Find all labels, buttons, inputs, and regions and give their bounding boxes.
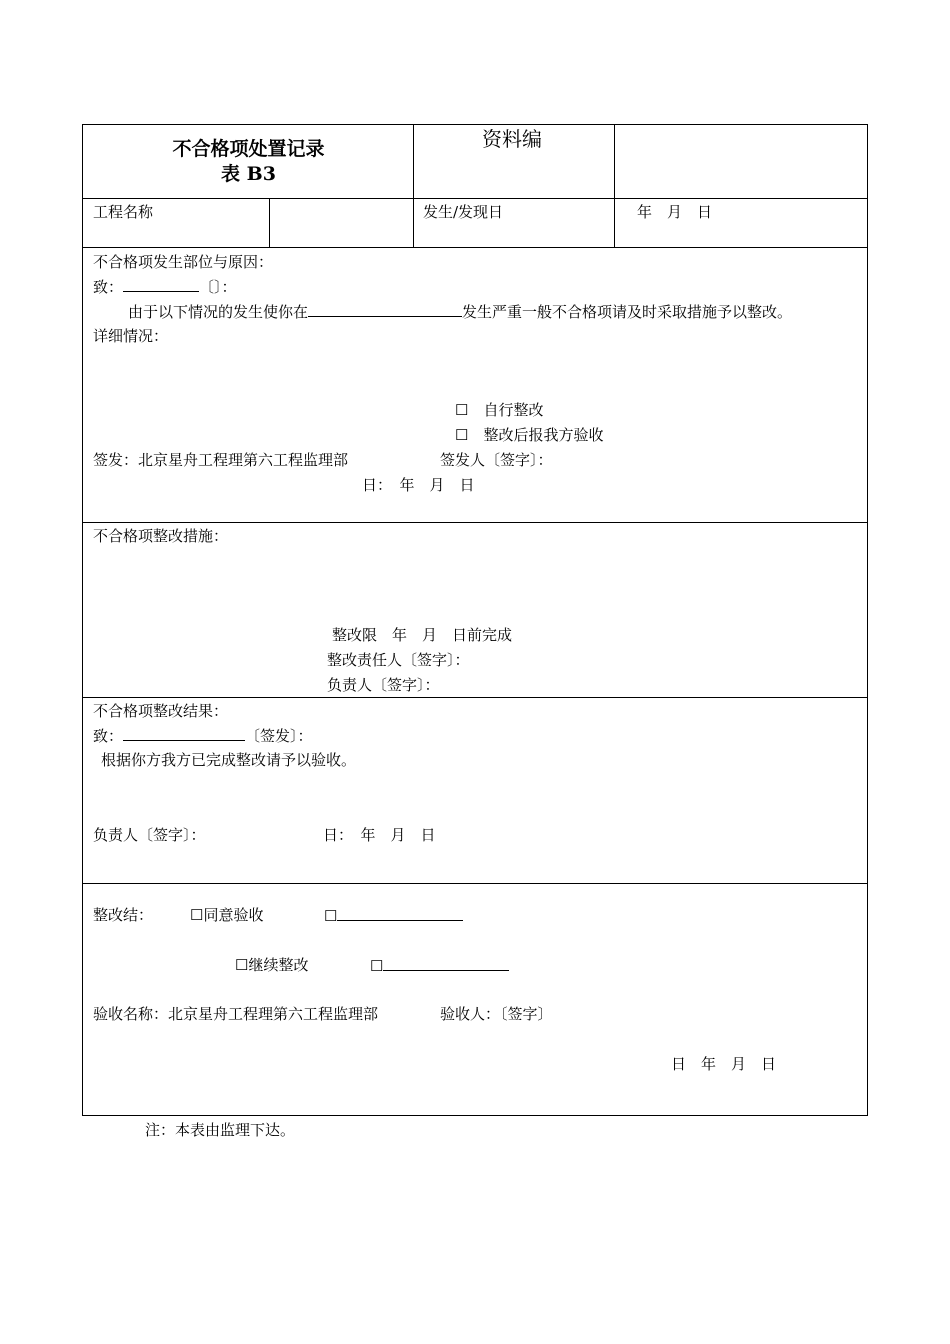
section1-body: [128, 302, 792, 321]
conclusion-label: 整改结：: [93, 906, 154, 924]
other-option-blank[interactable]: [383, 956, 509, 971]
project-name-field[interactable]: [271, 200, 412, 246]
to-recipient-blank[interactable]: [123, 726, 245, 741]
section2-heading: 不合格项整改措施：: [93, 527, 229, 545]
to-label: 致：: [93, 727, 124, 745]
other-option-checkbox[interactable]: ☐: [370, 957, 384, 975]
to-suffix: 〔签发〕：: [245, 727, 313, 745]
row-divider-section1: [82, 522, 868, 523]
section1-date: 日： 年 月 日: [362, 476, 475, 494]
form-code: 表 B3: [221, 163, 276, 185]
section3-to-line: [93, 726, 313, 745]
section3-body: 根据你方我方已完成整改请予以验收。: [101, 751, 357, 769]
acceptance-org: 验收名称：北京星舟工程理第六工程监理部: [93, 1005, 379, 1023]
body-suffix: 发生严重一般不合格项请及时采取措施予以整改。: [462, 303, 793, 321]
form-title: 不合格项处置记录: [172, 138, 325, 160]
issuer-label: 签发：北京星舟工程理第六工程监理部: [93, 451, 349, 469]
to-recipient-blank[interactable]: [123, 277, 199, 292]
col-divider-project: [269, 198, 270, 248]
doc-no-label: 资料编: [482, 127, 542, 151]
details-label: 详细情况：: [93, 327, 169, 345]
option-self-rectify-checkbox[interactable]: ☐ 自行整改: [455, 401, 544, 419]
table-border-bottom: [82, 1115, 868, 1116]
project-name-label: 工程名称: [93, 203, 154, 221]
section2-head-sign: 负责人〔签字〕：: [327, 676, 440, 694]
continue-rectify-checkbox[interactable]: ☐继续整改: [235, 956, 309, 974]
table-border-right: [867, 124, 868, 1116]
doc-no-field[interactable]: [616, 126, 866, 197]
rectify-responsible-sign: 整改责任人〔签字〕：: [327, 651, 470, 669]
table-border-top: [82, 124, 868, 125]
body-prefix: 由于以下情况的发生使你在: [128, 303, 309, 321]
footnote: 注：本表由监理下达。: [145, 1121, 296, 1139]
row-divider-info: [82, 247, 868, 248]
other-option-1: [324, 906, 463, 925]
date-found-value[interactable]: 年 月 日: [637, 203, 713, 221]
location-blank[interactable]: [308, 302, 462, 317]
other-option-2: [370, 956, 509, 975]
section3-head-sign: 负责人〔签字〕：: [93, 826, 206, 844]
to-suffix: 〔〕：: [199, 278, 237, 296]
row-divider-header: [82, 198, 868, 199]
to-label: 致：: [93, 278, 124, 296]
option-report-after-checkbox[interactable]: ☐ 整改后报我方验收: [455, 426, 604, 444]
section1-heading: 不合格项发生部位与原因：: [93, 253, 274, 271]
section3-heading: 不合格项整改结果：: [93, 702, 229, 720]
agree-acceptance-checkbox[interactable]: ☐同意验收: [190, 906, 264, 924]
table-border-left: [82, 124, 83, 1116]
col-divider-docno: [614, 124, 615, 248]
other-option-blank[interactable]: [337, 906, 463, 921]
row-divider-section3: [82, 883, 868, 884]
issuer-sign-label: 签发人〔签字〕：: [440, 451, 553, 469]
other-option-checkbox[interactable]: ☐: [324, 907, 338, 925]
section4-date: 日 年 月 日: [671, 1055, 777, 1073]
acceptor-sign-label: 验收人：〔签字〕: [440, 1005, 553, 1023]
rectify-deadline: 整改限 年 月 日前完成: [332, 626, 513, 644]
row-divider-section2: [82, 697, 868, 698]
section3-date: 日： 年 月 日: [323, 826, 436, 844]
date-found-label: 发生/发现日: [423, 203, 504, 221]
section1-to-line: [93, 277, 237, 296]
